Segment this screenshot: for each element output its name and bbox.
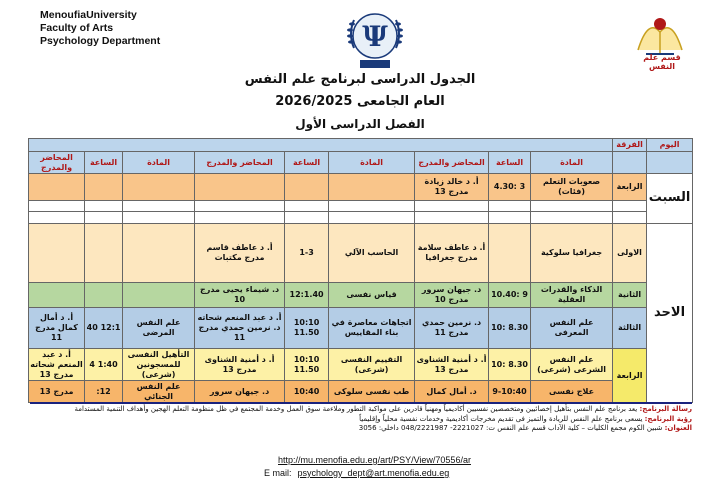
- time-cell: 8.30 :10: [489, 349, 531, 381]
- email-label: E mail:: [264, 468, 292, 478]
- lecturer-cell: د. شيماء يحيى مدرج 10: [195, 283, 285, 308]
- lecturer-cell: د. جيهان سرور: [195, 381, 285, 403]
- header-lecturer: المحاضر والمدرج: [29, 152, 85, 174]
- lecturer-cell: أ. د عبد المنعم شحاته مدرج 13: [30, 349, 83, 379]
- lecturer-cell: د. أمال كمال: [415, 381, 489, 403]
- subject-cell: علم النفس الشرعى (شرعى): [531, 349, 613, 381]
- header-subject: المادة: [531, 152, 613, 174]
- time-cell: 8.30 :10: [489, 308, 531, 349]
- time-cell: 1:40 4: [85, 349, 123, 381]
- subject-cell: قياس نفسى: [329, 283, 415, 308]
- subject-cell: علم النفس المعرفى: [531, 308, 613, 349]
- table-header-row: [29, 139, 693, 152]
- table-row: [29, 212, 693, 223]
- header-subject: المادة: [123, 152, 195, 174]
- time-cell: 12:1.40: [285, 283, 329, 308]
- lecturer-cell: أ. د خالد زيادة مدرج 13: [415, 174, 489, 201]
- lecturer-cell: مدرج 13: [29, 381, 85, 403]
- header-blank: [29, 139, 613, 152]
- vision-label: رؤية البرنامج:: [644, 414, 692, 423]
- level-cell: الرابعة: [613, 349, 647, 403]
- address-text: شبين الكوم مجمع الكليات – كلية الآداب قسم علم النفس ت: 2221027- 048/2221987 داخلي: 3056: [358, 424, 663, 432]
- time-cell: 10:40: [285, 381, 329, 403]
- footer-divider: [30, 402, 692, 404]
- mission-label: رسالة البرنامج:: [639, 405, 692, 413]
- time-cell: 10:10 11.50: [285, 349, 329, 381]
- table-row: [29, 349, 693, 381]
- subject-cell: علم النفس المرضى: [123, 308, 195, 349]
- table-row: [29, 223, 693, 283]
- university-header: [40, 9, 160, 48]
- time-cell: 1-3: [285, 223, 329, 283]
- level-cell: الرابعة: [613, 174, 647, 201]
- header-day: اليوم: [647, 139, 693, 152]
- header-lecturer: المحاضر والمدرج: [415, 152, 489, 174]
- time-cell: 10:10 11.50: [285, 308, 329, 349]
- program-mission: [30, 405, 692, 415]
- psychology-logo-icon: [340, 8, 410, 72]
- subject-cell: اتجاهات معاصرة في بناء المقاييس: [329, 308, 415, 349]
- academic-year-title: العام الجامعى 2026/2025: [275, 94, 445, 109]
- department-website-link[interactable]: http://mu.menofia.edu.eg/art/PSY/View/70556/ar: [278, 455, 471, 465]
- subject-cell: الحاسب الآلي: [329, 223, 415, 283]
- subject-cell: صعوبات التعلم (فئات): [531, 174, 613, 201]
- header-time: الساعة: [489, 152, 531, 174]
- level-cell: الاولى: [613, 223, 647, 283]
- subject-cell: طب نفسى سلوكى: [329, 381, 415, 403]
- schedule-table: [28, 138, 693, 403]
- level-cell: الثالثة: [613, 308, 647, 349]
- header-time: الساعة: [285, 152, 329, 174]
- vision-text: يسعى برنامج علم النفس للريادة والتميز فى تقديم مخرجات أكاديمية وخدمات نفسية محلياً وإقليمياً: [359, 414, 643, 423]
- header-level: الفرقة: [613, 139, 647, 152]
- day-sunday: الاحد: [647, 223, 693, 402]
- table-row: [29, 200, 693, 211]
- lecturer-cell: أ. د عبد المنعم شحاته د. نرمين حمدي مدرج 11: [195, 308, 285, 349]
- table-row: [29, 381, 693, 403]
- program-vision: [30, 415, 692, 425]
- subject-cell: علم النفس الجنائي: [123, 381, 195, 403]
- svg-text:Ψ: Ψ: [362, 20, 388, 53]
- email-link[interactable]: psychology_dept@art.menofia.edu.eg: [297, 468, 450, 478]
- lecturer-cell: أ. د أمنية الشناوى مدرج 13: [195, 349, 285, 381]
- subject-cell: جغرافيا سلوكية: [531, 223, 613, 283]
- header-lecturer: المحاضر والمدرج: [195, 152, 285, 174]
- lecturer-cell: د. جيهان سرور مدرج 10: [415, 283, 489, 308]
- table-row: [29, 174, 693, 201]
- lecturer-cell: أ. د أمنية الشناوى مدرج 13: [415, 349, 489, 381]
- table-row: [29, 283, 693, 308]
- department-email: [264, 468, 449, 478]
- subject-cell: الذكاء والقدرات العقلية: [531, 283, 613, 308]
- faculty-name: Faculty of Arts: [40, 22, 114, 34]
- time-cell: [489, 223, 531, 283]
- subject-cell: علاج نفسى: [531, 381, 613, 403]
- time-cell: 12:1 40: [85, 308, 123, 349]
- table-subheader-row: [29, 152, 693, 174]
- time-cell: 12:: [85, 381, 123, 403]
- time-cell: 9 :10.40: [489, 283, 531, 308]
- mission-text: يعد برنامج علم النفس بتأهيل إخصائيين ومتخصصين نفسيين أكاديمياً ومهنياً قادرين على مواكبة التطور وملاءمة سوق العمل وخدمة المجتمع في ظل منظومة التعلم الهجين وأهداف التنمية المستدامة: [74, 405, 638, 413]
- subject-cell: التقييم النفسى (شرعى): [329, 349, 415, 381]
- schedule-title: الجدول الدراسى لبرنامج علم النفس: [244, 72, 476, 87]
- time-cell: 9-10:40: [489, 381, 531, 403]
- header-time: الساعة: [85, 152, 123, 174]
- department-name: Psychology Department: [40, 35, 161, 47]
- table-row: [29, 308, 693, 349]
- address-label: العنوان:: [664, 424, 692, 432]
- department-logo-caption: قسم علم النفس: [643, 53, 681, 71]
- university-name: MenoufiaUniversity: [40, 9, 137, 21]
- lecturer-cell: أ. د عاطف قاسم مدرج مكتبات: [195, 223, 285, 283]
- program-address: [30, 424, 692, 434]
- day-saturday: السبت: [647, 174, 693, 224]
- time-cell: 3 :4.30: [489, 174, 531, 201]
- level-cell: الثانية: [613, 283, 647, 308]
- semester-title: الفصل الدراسى الأول: [295, 117, 425, 131]
- header-subject: المادة: [329, 152, 415, 174]
- program-info: [30, 405, 692, 434]
- subject-cell: التأهيل النفسى للمسجونين (شرعى): [123, 349, 195, 381]
- lecturer-cell: أ. د أمال كمال مدرج 11: [29, 308, 85, 349]
- lecturer-cell: أ. د عاطف سلامة مدرج جغرافيا: [415, 223, 489, 283]
- lecturer-cell: د. نرمين حمدي مدرج 11: [415, 308, 489, 349]
